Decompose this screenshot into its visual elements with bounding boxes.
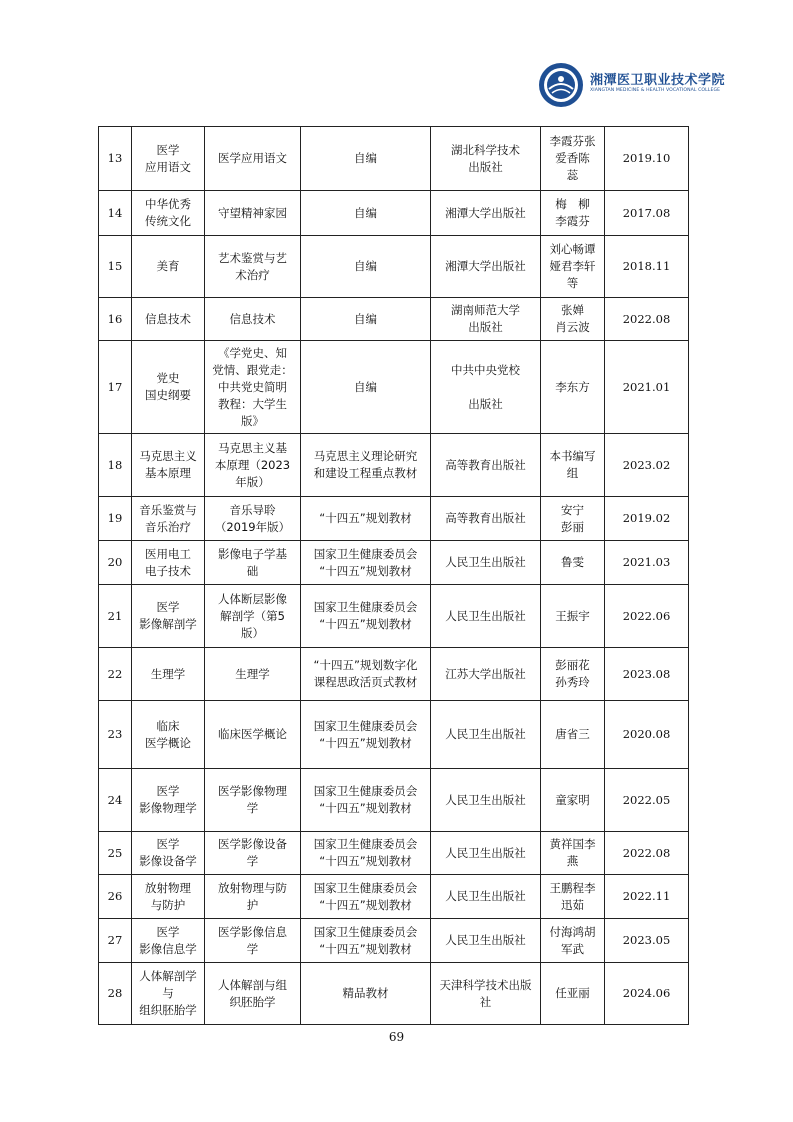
publish-date: 2017.08 — [605, 191, 689, 236]
textbook-name: 医学影像物理 学 — [205, 769, 301, 832]
publisher: 江苏大学出版社 — [431, 648, 541, 701]
publish-date: 2019.10 — [605, 127, 689, 191]
row-number: 21 — [99, 585, 132, 648]
editor: 刘心畅谭 娅君李轩 等 — [541, 236, 605, 298]
publish-date: 2023.08 — [605, 648, 689, 701]
editor: 梅 柳 李霞芬 — [541, 191, 605, 236]
textbook-table — [98, 126, 689, 1025]
textbook-name: 放射物理与防 护 — [205, 875, 301, 919]
college-name-en: XIANGTAN MEDICINE & HEALTH VOCATIONAL COLLEGE — [590, 88, 721, 93]
textbook-type: 国家卫生健康委员会 “十四五”规划教材 — [301, 919, 431, 963]
publisher: 人民卫生出版社 — [431, 875, 541, 919]
page-number: 69 — [388, 1030, 405, 1044]
textbook-name: 马克思主义基 本原理（2023 年版） — [205, 434, 301, 497]
editor: 任亚丽 — [541, 963, 605, 1025]
textbook-name: 人体解剖与组 织胚胎学 — [205, 963, 301, 1025]
table-row — [99, 769, 689, 832]
editor: 张婵 肖云波 — [541, 298, 605, 341]
textbook-type: 自编 — [301, 127, 431, 191]
row-number: 13 — [99, 127, 132, 191]
editor: 付海鸿胡 军武 — [541, 919, 605, 963]
textbook-type: 自编 — [301, 236, 431, 298]
course-name: 医用电工 电子技术 — [132, 541, 205, 585]
table-row — [99, 541, 689, 585]
course-name: 人体解剖学 与 组织胚胎学 — [132, 963, 205, 1025]
publisher: 高等教育出版社 — [431, 497, 541, 541]
publish-date: 2023.02 — [605, 434, 689, 497]
row-number: 17 — [99, 341, 132, 434]
publisher: 湘潭大学出版社 — [431, 191, 541, 236]
table-row — [99, 191, 689, 236]
editor: 彭丽花 孙秀玲 — [541, 648, 605, 701]
table-row — [99, 497, 689, 541]
editor: 安宁 彭丽 — [541, 497, 605, 541]
publish-date: 2019.02 — [605, 497, 689, 541]
course-name: 医学 影像解剖学 — [132, 585, 205, 648]
textbook-name: 《学党史、知 党情、跟党走： 中共党史简明 教程：大学生 版》 — [205, 341, 301, 434]
textbook-name: 音乐导聆 （2019年版） — [205, 497, 301, 541]
textbook-type: 国家卫生健康委员会 “十四五”规划教材 — [301, 769, 431, 832]
course-name: 美育 — [132, 236, 205, 298]
course-name: 放射物理 与防护 — [132, 875, 205, 919]
publish-date: 2021.03 — [605, 541, 689, 585]
publisher: 中共中央党校 出版社 — [431, 341, 541, 434]
course-name: 临床 医学概论 — [132, 701, 205, 769]
table-row — [99, 701, 689, 769]
course-name: 信息技术 — [132, 298, 205, 341]
course-name: 医学 影像物理学 — [132, 769, 205, 832]
textbook-name: 艺术鉴赏与艺 术治疗 — [205, 236, 301, 298]
course-name: 马克思主义 基本原理 — [132, 434, 205, 497]
college-name: 湘潭医卫职业技术学院 — [590, 73, 726, 88]
row-number: 27 — [99, 919, 132, 963]
editor: 王鹏程李 迅茹 — [541, 875, 605, 919]
table-row — [99, 648, 689, 701]
row-number: 24 — [99, 769, 132, 832]
course-name: 中华优秀 传统文化 — [132, 191, 205, 236]
college-seal-icon — [538, 62, 584, 108]
textbook-name: 临床医学概论 — [205, 701, 301, 769]
course-name: 医学 影像设备学 — [132, 832, 205, 875]
textbook-type: 国家卫生健康委员会 “十四五”规划教材 — [301, 832, 431, 875]
publish-date: 2022.08 — [605, 832, 689, 875]
textbook-name: 人体断层影像 解剖学（第5 版） — [205, 585, 301, 648]
textbook-type: 国家卫生健康委员会 “十四五”规划教材 — [301, 701, 431, 769]
college-logo — [538, 62, 726, 112]
row-number: 28 — [99, 963, 132, 1025]
publisher: 湖南师范大学 出版社 — [431, 298, 541, 341]
publisher: 人民卫生出版社 — [431, 541, 541, 585]
textbook-type: 自编 — [301, 191, 431, 236]
row-number: 16 — [99, 298, 132, 341]
editor: 唐省三 — [541, 701, 605, 769]
table-row — [99, 341, 689, 434]
textbook-type: “十四五”规划教材 — [301, 497, 431, 541]
row-number: 22 — [99, 648, 132, 701]
textbook-name: 生理学 — [205, 648, 301, 701]
textbook-name: 医学应用语文 — [205, 127, 301, 191]
table-row — [99, 875, 689, 919]
course-name: 党史 国史纲要 — [132, 341, 205, 434]
table-row — [99, 919, 689, 963]
textbook-type: 自编 — [301, 341, 431, 434]
publish-date: 2018.11 — [605, 236, 689, 298]
publisher: 天津科学技术出版 社 — [431, 963, 541, 1025]
table-row — [99, 832, 689, 875]
publisher: 人民卫生出版社 — [431, 701, 541, 769]
textbook-type: 国家卫生健康委员会 “十四五”规划教材 — [301, 875, 431, 919]
publisher: 人民卫生出版社 — [431, 832, 541, 875]
editor: 童家明 — [541, 769, 605, 832]
publish-date: 2020.08 — [605, 701, 689, 769]
textbook-type: 国家卫生健康委员会 “十四五”规划教材 — [301, 541, 431, 585]
textbook-name: 守望精神家园 — [205, 191, 301, 236]
textbook-name: 医学影像信息 学 — [205, 919, 301, 963]
publisher: 人民卫生出版社 — [431, 585, 541, 648]
textbook-type: “十四五”规划数字化 课程思政活页式教材 — [301, 648, 431, 701]
publish-date: 2022.05 — [605, 769, 689, 832]
textbook-type: 精品教材 — [301, 963, 431, 1025]
table-row — [99, 434, 689, 497]
textbook-type: 马克思主义理论研究 和建设工程重点教材 — [301, 434, 431, 497]
publisher: 人民卫生出版社 — [431, 769, 541, 832]
editor: 鲁雯 — [541, 541, 605, 585]
textbook-type: 国家卫生健康委员会 “十四五”规划教材 — [301, 585, 431, 648]
publisher: 人民卫生出版社 — [431, 919, 541, 963]
row-number: 23 — [99, 701, 132, 769]
publisher: 高等教育出版社 — [431, 434, 541, 497]
table-row — [99, 127, 689, 191]
textbook-name: 医学影像设备 学 — [205, 832, 301, 875]
course-name: 医学 影像信息学 — [132, 919, 205, 963]
textbook-type: 自编 — [301, 298, 431, 341]
publisher: 湖北科学技术 出版社 — [431, 127, 541, 191]
editor: 李霞芬张 爱香陈 蕊 — [541, 127, 605, 191]
publish-date: 2022.06 — [605, 585, 689, 648]
table-row — [99, 963, 689, 1025]
publisher: 湘潭大学出版社 — [431, 236, 541, 298]
row-number: 19 — [99, 497, 132, 541]
table-row — [99, 236, 689, 298]
table-row — [99, 298, 689, 341]
course-name: 生理学 — [132, 648, 205, 701]
table-row — [99, 585, 689, 648]
publish-date: 2022.08 — [605, 298, 689, 341]
row-number: 15 — [99, 236, 132, 298]
editor: 李东方 — [541, 341, 605, 434]
row-number: 25 — [99, 832, 132, 875]
publish-date: 2022.11 — [605, 875, 689, 919]
course-name: 音乐鉴赏与 音乐治疗 — [132, 497, 205, 541]
editor: 本书编写 组 — [541, 434, 605, 497]
textbook-name: 信息技术 — [205, 298, 301, 341]
textbook-name: 影像电子学基 础 — [205, 541, 301, 585]
row-number: 14 — [99, 191, 132, 236]
row-number: 26 — [99, 875, 132, 919]
publish-date: 2021.01 — [605, 341, 689, 434]
editor: 王振宇 — [541, 585, 605, 648]
publish-date: 2023.05 — [605, 919, 689, 963]
row-number: 20 — [99, 541, 132, 585]
row-number: 18 — [99, 434, 132, 497]
course-name: 医学 应用语文 — [132, 127, 205, 191]
publish-date: 2024.06 — [605, 963, 689, 1025]
editor: 黄祥国李 燕 — [541, 832, 605, 875]
